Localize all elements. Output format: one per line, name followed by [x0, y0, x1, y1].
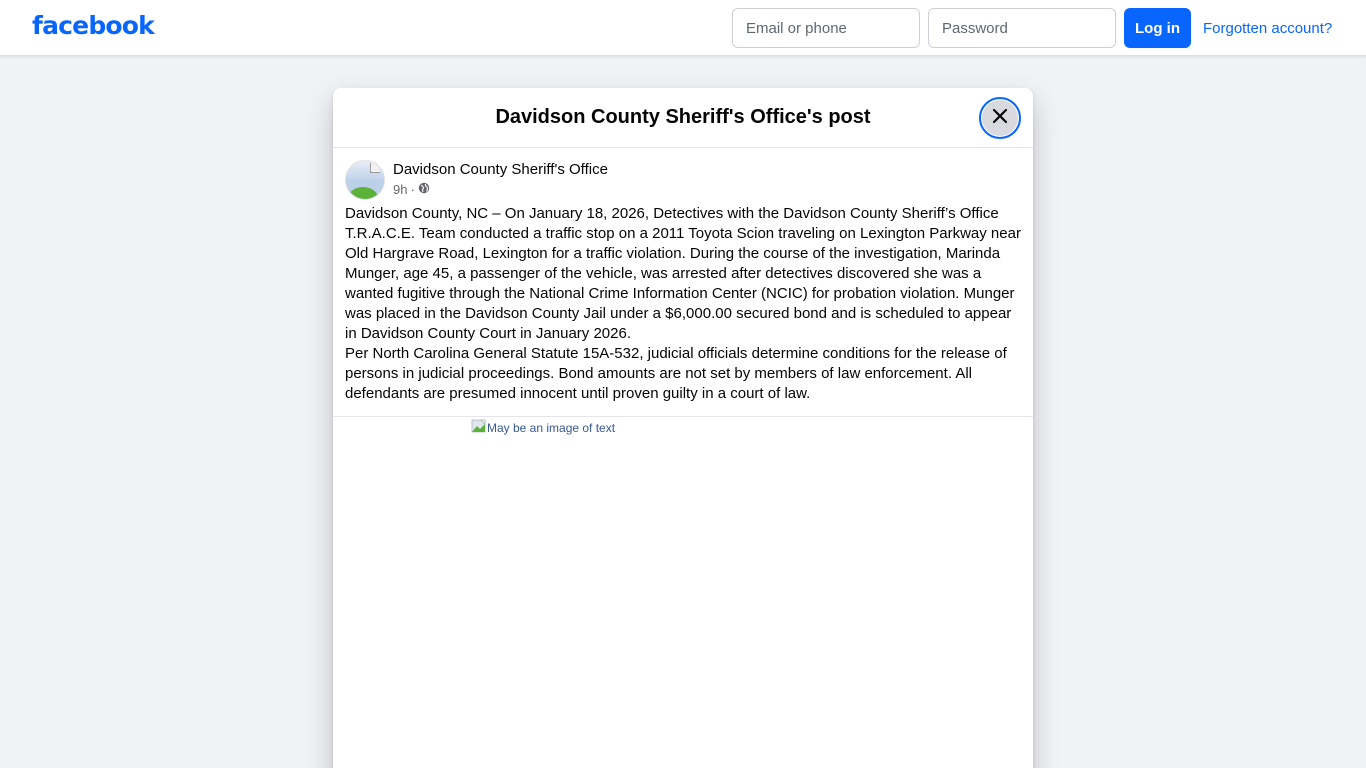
close-icon	[990, 106, 1010, 131]
close-button[interactable]	[979, 97, 1021, 139]
top-navigation-bar	[0, 0, 1366, 56]
globe-icon	[418, 182, 430, 197]
post-header	[333, 148, 1033, 204]
facebook-logo[interactable]: facebook	[32, 11, 154, 40]
password-field[interactable]	[928, 8, 1116, 48]
post-paragraph: Davidson County, NC – On January 18, 2026, Detectives with the Davidson County Sheriff’s Office T.R.A.C.E. Team conducted a traffic stop on a 2011 Toyota Scion traveling on Lexington Parkway near Old Hargrave Road, Lexington for a traffic violation. During the course of the investigation, Marinda Munger, age 45, a passenger of the vehicle, was arrested after detectives discovered she was a wanted fugitive through the National Crime Information Center (NCIC) for probation violation. Munger was placed in the Davidson County Jail under a $6,000.00 secured bond and is scheduled to appear in Davidson County Court in January 2026.	[345, 205, 1021, 342]
page-avatar[interactable]	[345, 160, 385, 200]
post-text	[333, 204, 1033, 416]
post-paragraph: Per North Carolina General Statute 15A-532, judicial officials determine conditions for the release of persons in judicial proceedings. Bond amounts are not set by members of law enforcement. All defendants are presumed innocent until proven guilty in a court of law.	[345, 345, 1007, 402]
page-name-link[interactable]: Davidson County Sheriff's Office	[393, 161, 608, 178]
dialog-header	[333, 88, 1033, 148]
forgotten-account-link[interactable]: Forgotten account?	[1203, 19, 1333, 37]
avatar-placeholder-hill	[348, 187, 378, 200]
post-meta	[393, 182, 430, 197]
dialog-title: Davidson County Sheriff's Office's post	[495, 106, 871, 128]
avatar-placeholder-fold	[370, 163, 380, 173]
image-alt-text: May be an image of text	[487, 420, 616, 435]
login-button[interactable]: Log in	[1124, 8, 1191, 48]
post-image[interactable]	[471, 418, 615, 437]
post-timestamp[interactable]: 9h	[393, 182, 408, 197]
post-image-area[interactable]	[333, 417, 1033, 768]
broken-image-icon	[471, 418, 487, 437]
login-form	[732, 8, 1332, 48]
post-dialog	[333, 88, 1033, 768]
meta-separator: ·	[410, 182, 415, 197]
email-field[interactable]	[732, 8, 920, 48]
